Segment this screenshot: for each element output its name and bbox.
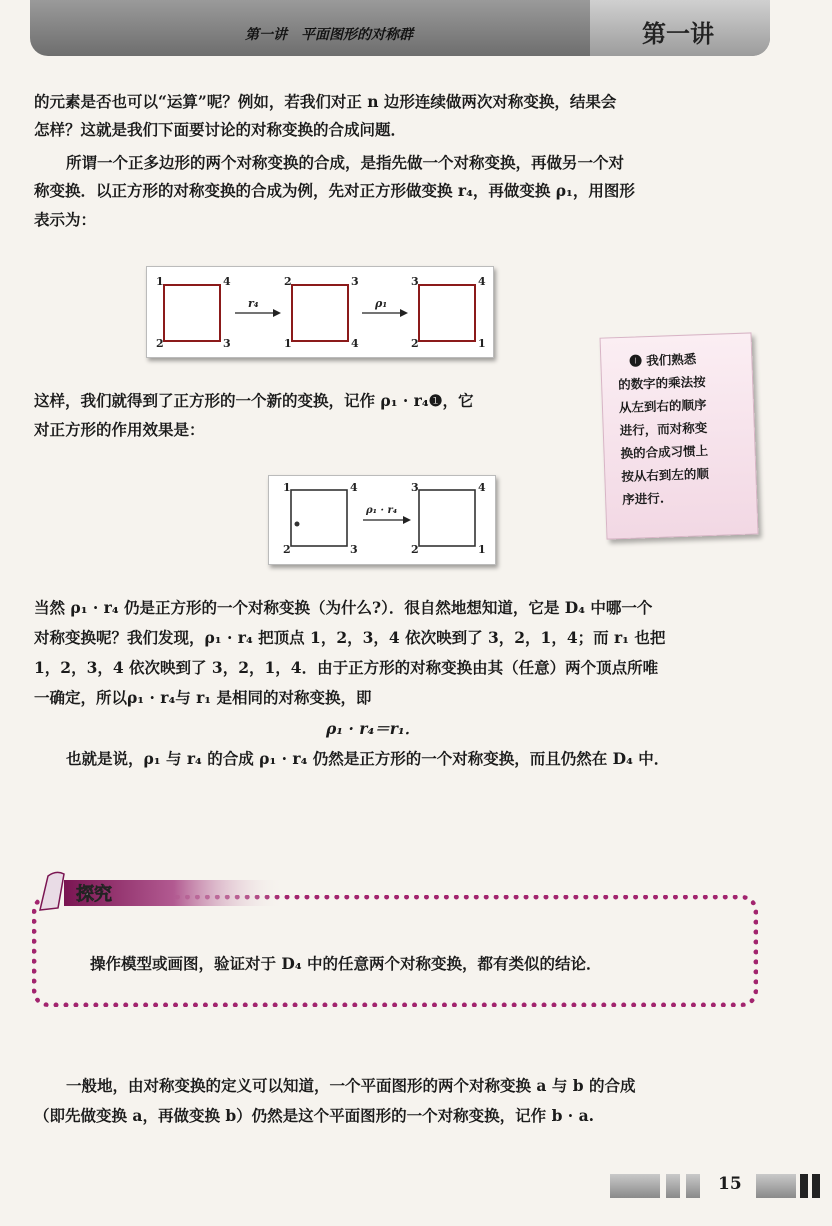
- vertex-label: 2: [411, 543, 419, 556]
- vertex-label: 3: [223, 337, 231, 350]
- square-2: [292, 285, 348, 341]
- result-diagram-svg: [269, 476, 495, 564]
- footer-bar: [800, 1174, 808, 1198]
- footer-bar: [812, 1174, 820, 1198]
- square-1: [164, 285, 220, 341]
- margin-note-text: [617, 346, 751, 511]
- paragraph-line: 这样，我们就得到了正方形的一个新的变换，记作 ρ₁ · r₄❶，它: [34, 391, 474, 410]
- arrow-label: ρ₁: [375, 297, 388, 310]
- arrow-label: ρ₁ · r₄: [366, 505, 398, 516]
- arrow-label: r₄: [248, 297, 259, 310]
- vertex-label: 3: [411, 481, 419, 494]
- paragraph-line: 称变换．以正方形的对称变换的合成为例，先对正方形做变换 r₄，再做变换 ρ₁，用图形: [34, 181, 635, 200]
- explore-tag: [34, 868, 284, 912]
- note-line: 从左到右的顺序: [618, 397, 707, 416]
- vertex-label: 4: [223, 275, 231, 288]
- footer-bar: [686, 1174, 700, 1198]
- vertex-label: 2: [284, 275, 292, 288]
- explore-tag-scroll: [40, 872, 64, 910]
- chapter-tab-label: 第一讲: [642, 19, 714, 48]
- paragraph-line: 也就是说，ρ₁ 与 r₄ 的合成 ρ₁ · r₄ 仍然是正方形的一个对称变换，而且仍然在 D₄ 中．: [66, 749, 670, 768]
- header-title: 第一讲 平面图形的对称群: [245, 27, 413, 43]
- square-result: [419, 490, 475, 546]
- vertex-label: 4: [478, 275, 486, 288]
- page-number: 15: [718, 1174, 742, 1194]
- arrow-head: [403, 516, 411, 524]
- composition-diagram-svg: [147, 267, 493, 357]
- note-line: 的数字的乘法按: [617, 374, 706, 393]
- paragraph-line: 1，2，3，4 依次映到了 3，2，1，4．由于正方形的对称变换由其（任意）两个顶点所唯: [34, 658, 659, 677]
- explore-tag-svg: [34, 868, 284, 912]
- paragraph-line: 对正方形的作用效果是：: [34, 420, 205, 439]
- note-line: 换的合成习惯上: [620, 442, 709, 462]
- square-original: [291, 490, 347, 546]
- vertex-label: 3: [351, 275, 359, 288]
- paragraph-line: 当然 ρ₁ · r₄ 仍是正方形的一个对称变换（为什么?）．很自然地想知道，它是 D₄ 中哪一个: [34, 598, 653, 617]
- result-diagram: [268, 475, 496, 565]
- paragraph-line: 表示为：: [34, 210, 97, 229]
- footer-bar: [610, 1174, 660, 1198]
- composition-diagram: [146, 266, 494, 358]
- square-3: [419, 285, 475, 341]
- arrow-head: [400, 309, 408, 317]
- vertex-label: 3: [411, 275, 419, 288]
- vertex-label: 3: [350, 543, 358, 556]
- arrow-head: [273, 309, 281, 317]
- chapter-tab: [590, 0, 770, 56]
- vertex-label: 2: [411, 337, 419, 350]
- note-line: 序进行.: [621, 490, 665, 508]
- vertex-label: 2: [283, 543, 291, 556]
- paragraph-line: 对称变换呢？我们发现，ρ₁ · r₄ 把顶点 1，2，3，4 依次映到了 3，2，1，4；而 r₁ 也把: [34, 628, 666, 647]
- paragraph-line: 的元素是否也可以“运算”呢？例如，若我们对正 n 边形连续做两次对称变换，结果会: [34, 92, 617, 111]
- note-line: 按从右到左的顺: [621, 465, 710, 485]
- vertex-label: 1: [478, 337, 486, 350]
- point-mark: [295, 522, 300, 527]
- vertex-label: 4: [350, 481, 358, 494]
- note-line: 进行，而对称变: [619, 420, 708, 439]
- vertex-label: 2: [156, 337, 164, 350]
- footer-bar: [756, 1174, 796, 1198]
- vertex-label: 1: [284, 337, 292, 350]
- equation: ρ₁ · r₄＝r₁．: [326, 719, 421, 738]
- margin-note: [600, 332, 759, 539]
- vertex-label: 4: [478, 481, 486, 494]
- note-line: ❶ 我们熟悉: [629, 351, 697, 369]
- paragraph-line: 怎样？这就是我们下面要讨论的对称变换的合成问题．: [34, 120, 407, 139]
- paragraph-line: （即先做变换 a，再做变换 b）仍然是这个平面图形的一个对称变换，记作 b · a.: [34, 1106, 595, 1125]
- paragraph-line: 一确定，所以ρ₁ · r₄与 r₁ 是相同的对称变换，即: [34, 688, 372, 707]
- footer-bar: [666, 1174, 680, 1198]
- paragraph-line: 所谓一个正多边形的两个对称变换的合成，是指先做一个对称变换，再做另一个对: [66, 153, 625, 172]
- explore-text: 操作模型或画图，验证对于 D₄ 中的任意两个对称变换，都有类似的结论．: [90, 954, 602, 973]
- vertex-label: 1: [283, 481, 291, 494]
- vertex-label: 1: [478, 543, 486, 556]
- explore-label: 探究: [76, 884, 112, 905]
- paragraph-line: 一般地，由对称变换的定义可以知道，一个平面图形的两个对称变换 a 与 b 的合成: [66, 1076, 636, 1095]
- vertex-label: 4: [351, 337, 359, 350]
- vertex-label: 1: [156, 275, 164, 288]
